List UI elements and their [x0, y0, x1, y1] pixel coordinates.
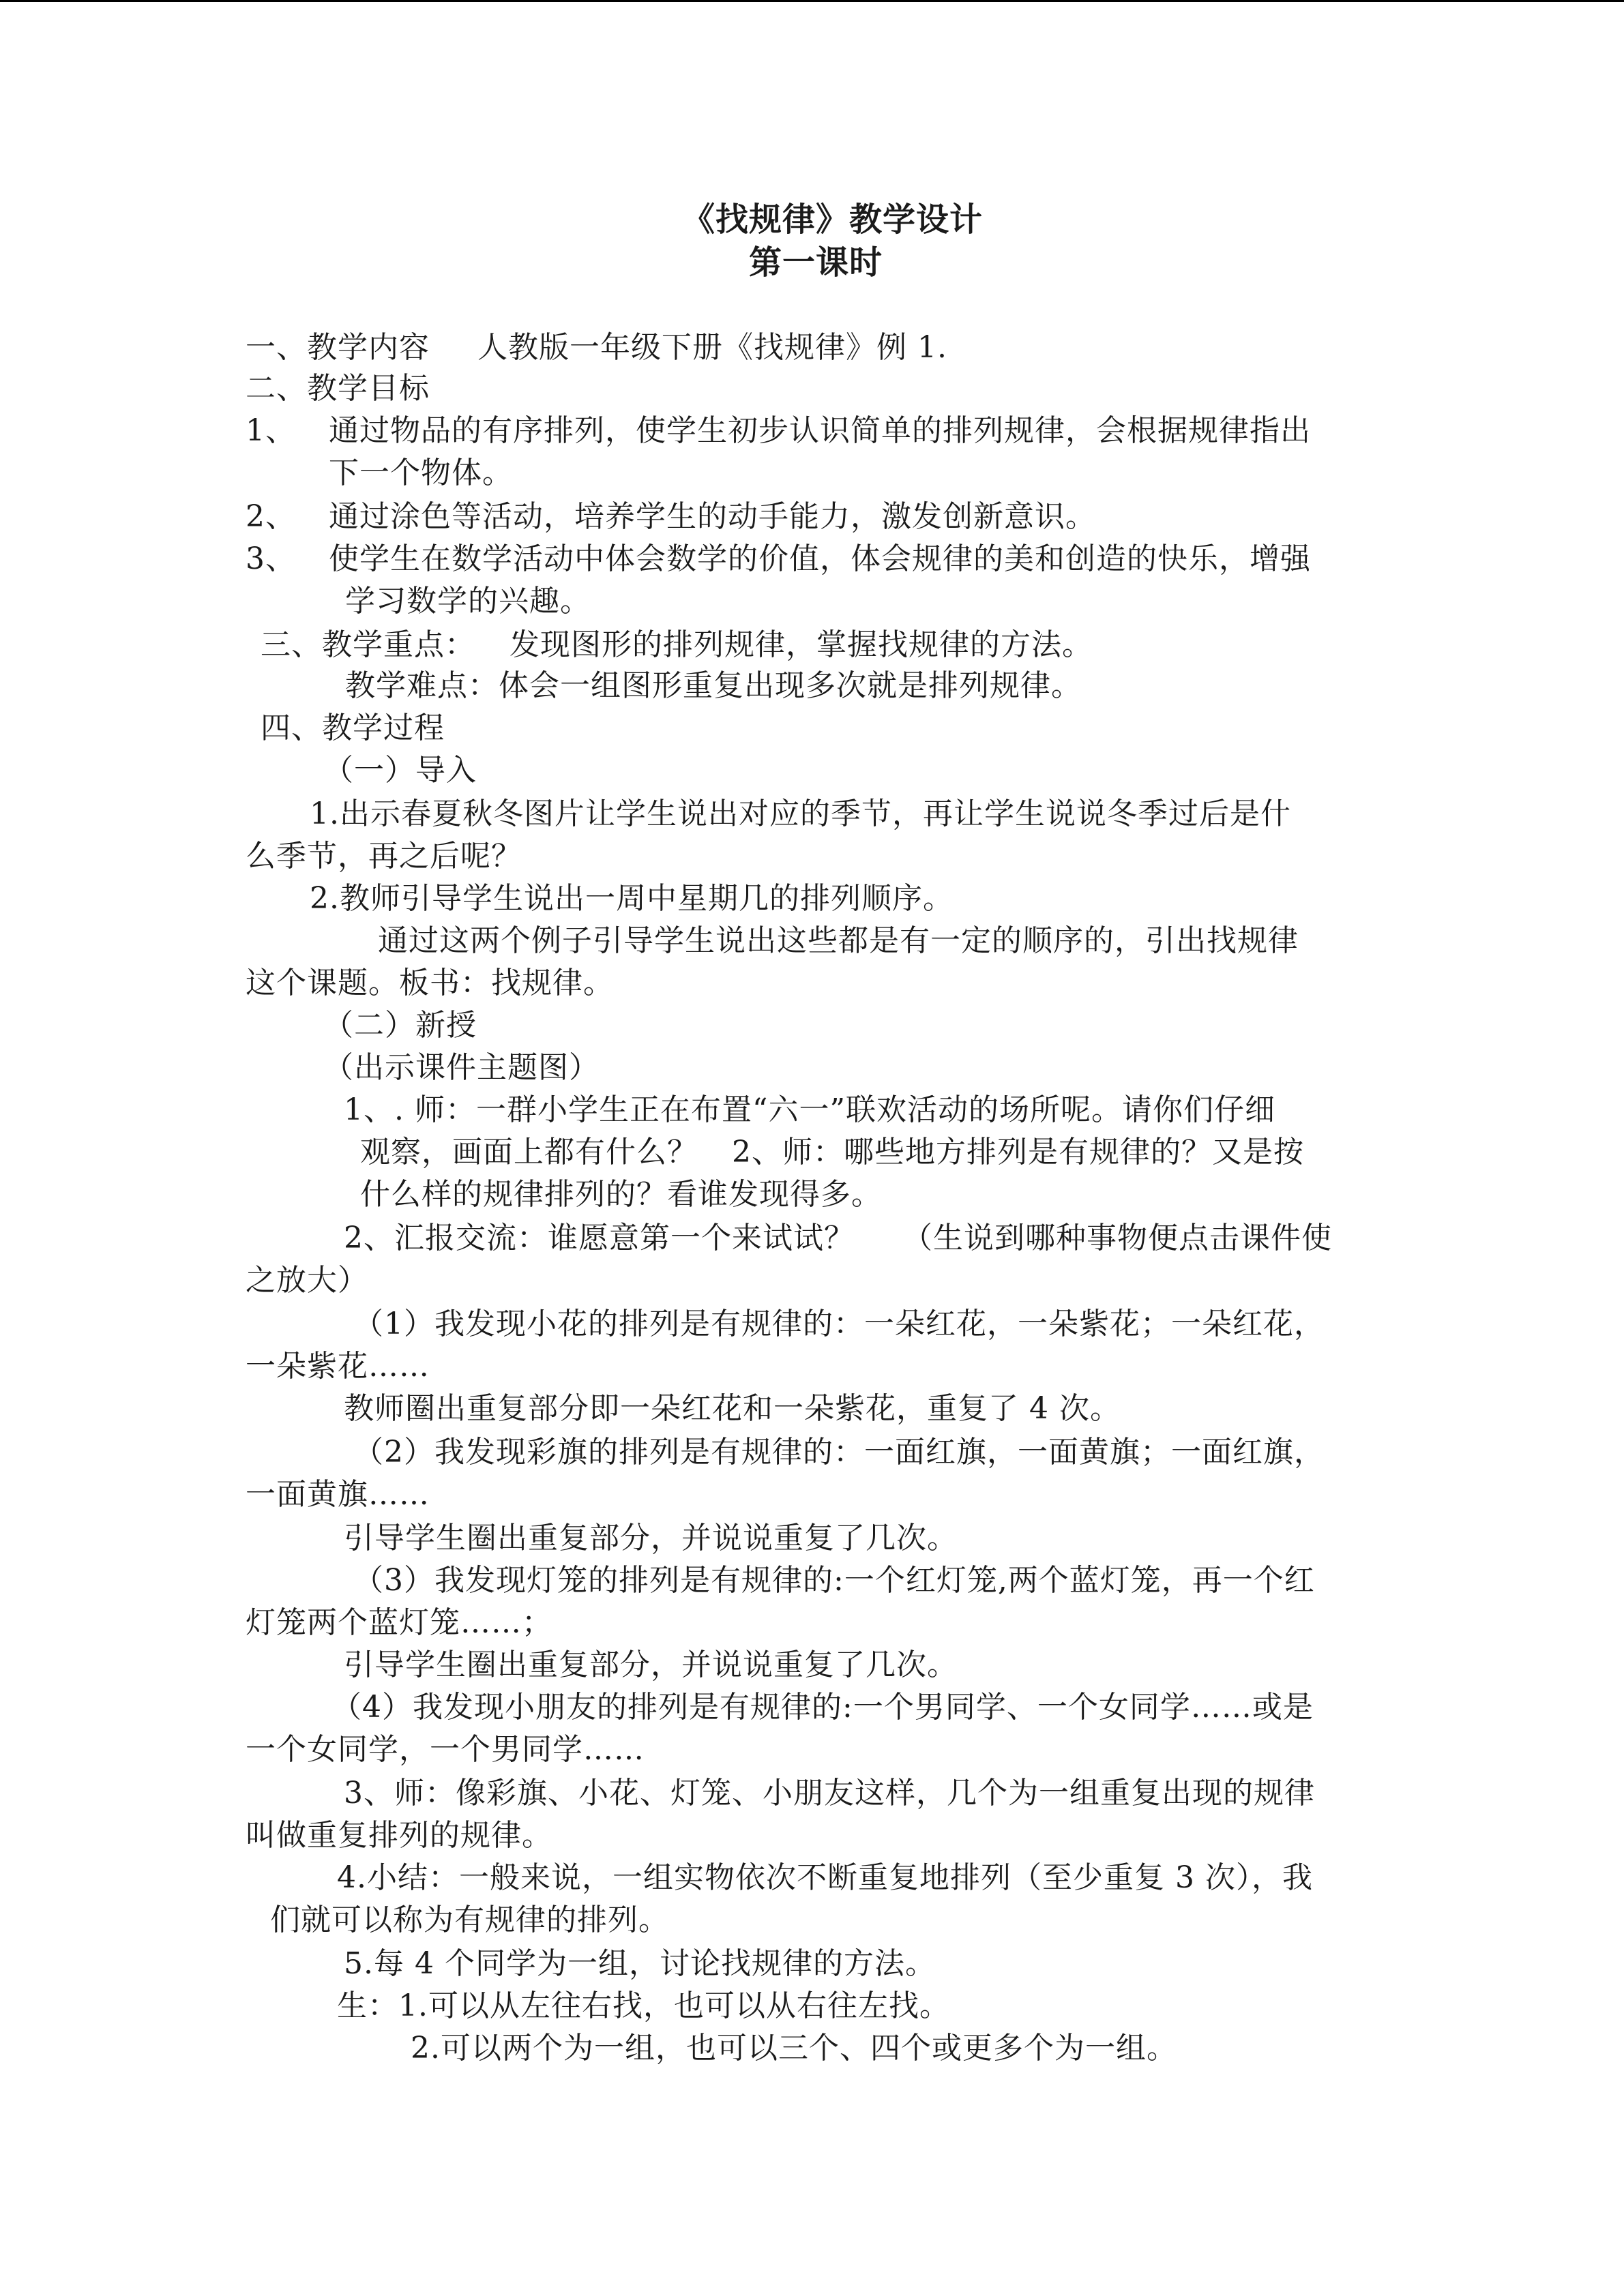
document-title: 《找规律》教学设计: [682, 200, 984, 239]
goal-2-line1: 通过涂色等活动，培养学生的动手能力，激发创新意识。: [329, 499, 1096, 534]
intro-heading: （一）导入: [323, 753, 477, 788]
new-q1-line2a: 观察，画面上都有什么？: [360, 1135, 698, 1169]
summary-4-line2: 们就可以称为有规律的排列。: [270, 1903, 669, 1937]
content-line: [246, 327, 947, 368]
finding-1-note: 教师圈出重复部分即一朵红花和一朵紫花，重复了 4 次。: [344, 1391, 1121, 1426]
intro-p1-line1: 1.出示春夏秋冬图片让学生说出对应的季节，再让学生说说冬季过后是什: [310, 796, 1291, 831]
content-label: 一、教学内容: [246, 330, 430, 365]
finding-4-line1: （4）我发现小朋友的排列是有规律的:一个男同学、一个女同学……或是: [331, 1690, 1314, 1725]
difficulty-line: 教学难点：体会一组图形重复出现多次就是排列规律。: [345, 668, 1082, 703]
goal-2-number: 2、: [246, 499, 296, 534]
finding-2-note: 引导学生圈出重复部分，并说说重复了几次。: [344, 1521, 958, 1555]
report-line1a: 2、汇报交流：谁愿意第一个来试试？: [344, 1221, 855, 1255]
finding-2-line2: 一面黄旗……: [246, 1477, 430, 1512]
answer-2: 2.可以两个为一组，也可以三个、四个或更多个为一组。: [411, 2031, 1177, 2066]
key-point-text: 发现图形的排列规律，掌握找规律的方法。: [510, 627, 1093, 662]
goal-3-line2: 学习数学的兴趣。: [345, 584, 591, 618]
new-show: （出示课件主题图）: [323, 1050, 600, 1085]
teacher-3-line1: 3、师：像彩旗、小花、灯笼、小朋友这样，几个为一组重复出现的规律: [344, 1776, 1315, 1810]
summary-4-line1: 4.小结：一般来说，一组实物依次不断重复地排列（至少重复 3 次），我: [337, 1860, 1313, 1895]
finding-2-line1: （2）我发现彩旗的排列是有规律的：一面红旗，一面黄旗；一面红旗，: [353, 1435, 1325, 1470]
report-line1: [344, 1218, 1332, 1259]
goal-3-line1: 使学生在数学活动中体会数学的价值，体会规律的美和创造的快乐，增强: [329, 541, 1311, 576]
report-line2: 之放大）: [246, 1263, 368, 1298]
goal-3-number: 3、: [246, 541, 296, 576]
goals-heading: 二、教学目标: [246, 371, 430, 406]
finding-1-line2: 一朵紫花……: [246, 1349, 430, 1384]
finding-3-note: 引导学生圈出重复部分，并说说重复了几次。: [344, 1648, 958, 1682]
key-point-line: [261, 625, 1093, 666]
key-point-label: 三、教学重点：: [261, 627, 475, 662]
intro-p1-line2: 么季节，再之后呢？: [246, 839, 522, 874]
goal-1-line1: 通过物品的有序排列，使学生初步认识简单的排列规律，会根据规律指出: [329, 413, 1311, 448]
finding-3-line2: 灯笼两个蓝灯笼……；: [246, 1605, 552, 1640]
teacher-3-line2: 叫做重复排列的规律。: [246, 1818, 552, 1853]
document-subtitle: 第一课时: [749, 243, 883, 282]
new-q1-line1: 1、. 师：一群小学生正在布置“六一”联欢活动的场所呢。请你们仔细: [344, 1092, 1275, 1127]
step-5: 5.每 4 个同学为一组，讨论找规律的方法。: [344, 1946, 936, 1981]
finding-1-line1: （1）我发现小花的排列是有规律的：一朵红花，一朵紫花；一朵红花，: [353, 1307, 1325, 1341]
content-text: 人教版一年级下册《找规律》例 1.: [477, 330, 947, 365]
intro-p2: 2.教师引导学生说出一周中星期几的排列顺序。: [310, 881, 954, 916]
goal-1-line2: 下一个物体。: [329, 456, 513, 490]
report-line1b: （生说到哪种事物便点击课件使: [902, 1221, 1332, 1255]
answer-1: 生：1.可以从左往右找，也可以从右往左找。: [337, 1988, 950, 2023]
new-q1-line2b: 2、师：哪些地方排列是有规律的？又是按: [732, 1135, 1304, 1169]
finding-3-line1: （3）我发现灯笼的排列是有规律的:一个红灯笼,两个蓝灯笼，再一个红: [353, 1563, 1315, 1598]
intro-p3-line1: 通过这两个例子引导学生说出这些都是有一定的顺序的，引出找规律: [378, 923, 1299, 958]
goal-1-number: 1、: [246, 413, 296, 448]
new-q1-line3: 什么样的规律排列的？看谁发现得多。: [360, 1177, 882, 1212]
new-q1-line2: [360, 1132, 1304, 1173]
process-heading: 四、教学过程: [261, 711, 445, 745]
intro-p3-line2: 这个课题。板书：找规律。: [246, 966, 614, 1000]
finding-4-line2: 一个女同学，一个男同学……: [246, 1732, 645, 1767]
new-heading: （二）新授: [323, 1008, 477, 1043]
